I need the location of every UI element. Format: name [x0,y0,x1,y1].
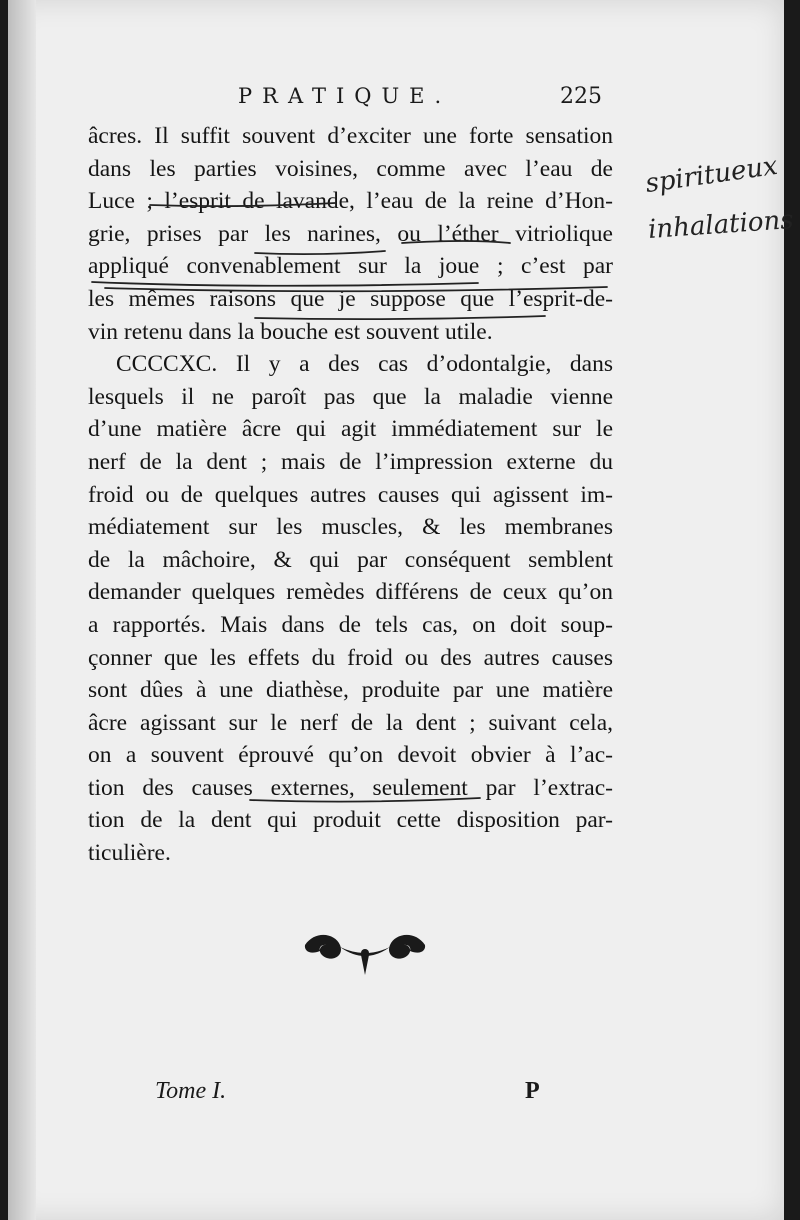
margin-annotation: spiritueux [643,150,780,200]
text-line: demander quelques remèdes différens de ceux qu’on [88,579,613,606]
text-line: ticulière. [88,840,171,867]
text-line: âcre agissant sur le nerf de la dent ; suivant cela, [88,709,613,736]
signature-mark: P [525,1078,540,1104]
text-line: dans les parties voisines, comme avec l’eau de [88,155,613,182]
text-line: âcres. Il suffit souvent d’exciter une forte sensation [88,123,613,149]
fleuron-ornament-icon [300,925,430,980]
text-line: médiatement sur les muscles, & les membranes [88,514,613,541]
margin-annotation: inhalations [647,204,795,246]
volume-label: Tome I. [155,1078,227,1104]
page-spine-shadow [8,0,36,1220]
body-text [88,120,613,870]
text-line: nerf de la dent ; mais de l’impression externe du [88,448,613,475]
paragraph-start-line: CCCCXC. Il y a des cas d’odontalgie, dans [116,351,613,378]
text-line: d’une matière âcre qui agit immédiatement sur le [88,416,613,443]
text-line: lesquels il ne paroît pas que la maladie vienne [88,383,613,410]
text-line: vin retenu dans la bouche est souvent utile. [88,318,493,345]
text-line: froid ou de quelques autres causes qui agissent im- [88,481,613,508]
text-line: a rapportés. Mais dans de tels cas, on doit soup- [88,611,613,638]
text-line: grie, prises par les narines, ou l’éther vitriolique [88,220,613,247]
page-number: 225 [560,84,602,109]
text-line: tion de la dent qui produit cette disposition par- [88,807,613,834]
text-line: les mêmes raisons que je suppose que l’esprit-de- [88,285,613,312]
running-header: PRATIQUE. [238,84,452,108]
text-line: sont dûes à une diathèse, produite par une matière [88,677,613,704]
text-line: çonner que les effets du froid ou des autres causes [88,644,613,671]
text-line: on a souvent éprouvé qu’on devoit obvier à l’ac- [88,742,613,769]
text-line: de la mâchoire, & qui par conséquent semblent [88,546,613,573]
text-line: appliqué convenablement sur la joue ; c’est par [88,253,613,280]
text-line: Luce ; l’esprit de lavande, l’eau de la reine d’Hon- [88,188,613,215]
text-line: tion des causes externes, seulement par l’extrac- [88,774,613,801]
